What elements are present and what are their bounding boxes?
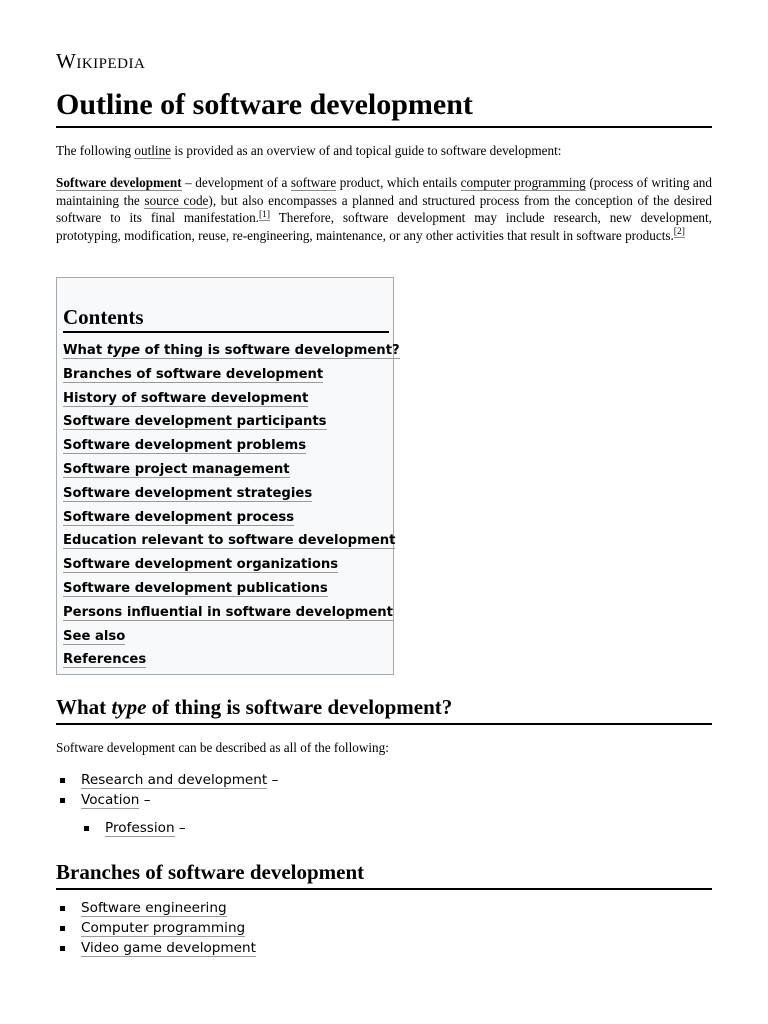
toc-item-history[interactable] — [63, 387, 400, 411]
definition-paragraph — [56, 174, 712, 244]
section-heading-what-type — [56, 694, 712, 725]
type-list — [57, 770, 278, 810]
reference-2[interactable] — [674, 227, 685, 238]
definition-text-4: ), but also encompasses a planned and structured process from the conception of the desired software to its final manifestation. — [56, 192, 713, 226]
toc-item-label[interactable]: Persons influential in software development — [63, 604, 393, 620]
item-suffix: – — [174, 820, 186, 836]
toc-item-project-management[interactable] — [63, 458, 400, 482]
intro-paragraph — [56, 142, 712, 160]
outline-link[interactable]: outline — [134, 143, 172, 158]
toc-item-education[interactable] — [63, 529, 400, 553]
software-link[interactable]: software — [290, 175, 337, 190]
toc-item-label[interactable]: Software development publications — [63, 580, 328, 596]
toc-item-label[interactable]: See also — [63, 628, 126, 644]
toc-item-label[interactable]: Software project management — [63, 461, 290, 477]
branches-list — [57, 898, 256, 958]
definition-text-3: (process of writing and maintaining the — [56, 175, 712, 208]
toc-item-label[interactable]: Software development strategies — [63, 485, 313, 501]
reference-1[interactable] — [259, 210, 270, 221]
computer-programming-list-link[interactable]: Computer programming — [81, 920, 246, 936]
intro-text-before: The following — [56, 143, 135, 158]
reference-2-link[interactable]: [2] — [673, 227, 685, 238]
toc-item-see-also[interactable] — [63, 625, 400, 649]
item-suffix: – — [267, 772, 279, 788]
profession-link[interactable]: Profession — [105, 820, 175, 836]
toc-item-label[interactable]: Education relevant to software development — [63, 533, 396, 549]
item-suffix: – — [139, 792, 151, 808]
page-title: Outline of software development — [56, 86, 712, 128]
bullet-icon — [60, 798, 65, 803]
toc-item-publications[interactable] — [63, 577, 400, 601]
list-item — [57, 938, 256, 958]
list-item — [57, 790, 278, 810]
research-and-development-link[interactable]: Research and development — [81, 772, 268, 788]
definition-text-1: – development of a — [181, 175, 291, 190]
toc-item-what-type[interactable] — [63, 339, 400, 363]
source-code-link[interactable]: source code — [144, 192, 209, 208]
toc-list — [63, 339, 400, 672]
heading-text-pre: What — [56, 695, 112, 719]
type-sublist — [81, 818, 186, 838]
toc-item-label[interactable]: References — [63, 652, 147, 668]
toc-item-label[interactable]: Branches of software development — [63, 366, 324, 382]
section-heading-branches: Branches of software development — [56, 859, 712, 890]
definition-text-5: Therefore, software development may include research, new development, prototyping, modification, reuse, re-engineering, maintenance, or any other activities that result in software products. — [56, 210, 712, 243]
definition-text-2: product, which entails — [336, 175, 461, 190]
toc-item-label-em: type — [106, 343, 141, 358]
toc-item-label[interactable]: Software development problems — [63, 438, 307, 454]
bullet-icon — [60, 946, 65, 951]
list-item — [57, 918, 256, 938]
vocation-link[interactable]: Vocation — [81, 792, 140, 808]
list-item — [57, 898, 256, 918]
section-lead: Software development can be described as all of the following: — [56, 740, 389, 755]
bullet-icon — [60, 778, 65, 783]
toc-item-label[interactable] — [63, 343, 400, 359]
toc-item-organizations[interactable] — [63, 553, 400, 577]
toc-item-label-post: of thing is software development? — [140, 343, 400, 358]
toc-item-strategies[interactable] — [63, 482, 400, 506]
reference-1-link[interactable]: [1] — [258, 209, 271, 220]
toc-item-label[interactable]: History of software development — [63, 390, 309, 406]
table-of-contents — [56, 277, 400, 675]
bullet-icon — [84, 826, 89, 831]
toc-item-process[interactable] — [63, 506, 400, 530]
heading-text-post: of thing is software development? — [146, 695, 453, 719]
toc-item-branches[interactable] — [63, 363, 400, 387]
bullet-icon — [60, 926, 65, 931]
wikipedia-wordmark[interactable]: Wikipedia — [56, 49, 146, 73]
toc-item-problems[interactable] — [63, 434, 400, 458]
heading-text-em: type — [111, 695, 147, 719]
toc-item-persons[interactable] — [63, 601, 400, 625]
bullet-icon — [60, 906, 65, 911]
software-engineering-link[interactable]: Software engineering — [81, 900, 227, 916]
video-game-development-link[interactable]: Video game development — [81, 940, 256, 956]
toc-item-label-pre: What — [63, 343, 107, 358]
list-item — [81, 818, 186, 838]
toc-item-label[interactable]: Software development participants — [63, 414, 327, 430]
definition-term: Software development — [56, 175, 182, 190]
toc-item-participants[interactable] — [63, 410, 400, 434]
toc-item-label[interactable]: Software development organizations — [63, 557, 339, 573]
toc-item-references[interactable] — [63, 648, 400, 672]
toc-title: Contents — [63, 304, 389, 333]
list-item — [57, 770, 278, 790]
toc-item-label[interactable]: Software development process — [63, 509, 295, 525]
intro-text-after: is provided as an overview of and topical guide to software development: — [171, 143, 562, 158]
computer-programming-link[interactable]: computer programming — [460, 175, 586, 190]
